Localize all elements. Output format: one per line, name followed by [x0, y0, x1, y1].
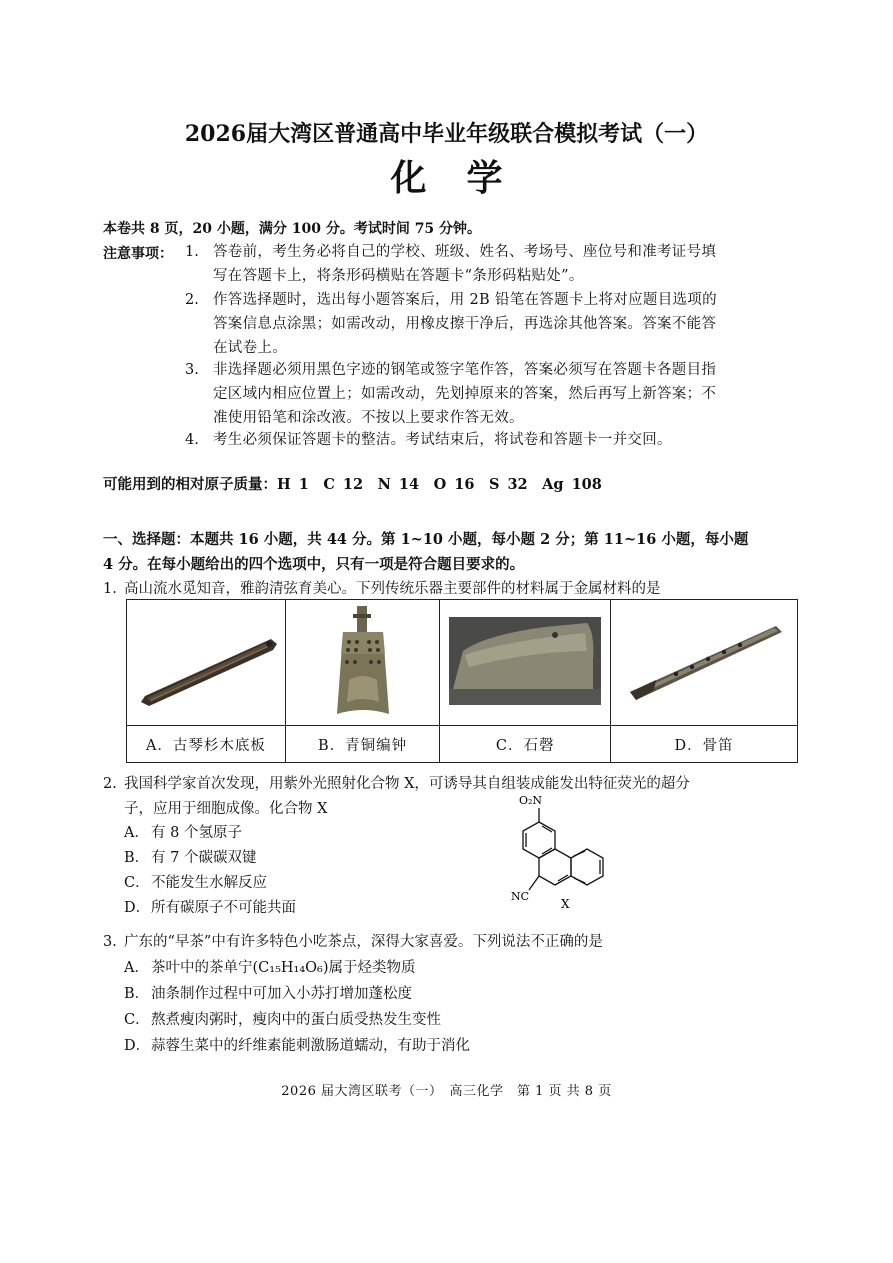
- notice-label: 注意事项：: [103, 246, 173, 262]
- question-text: 广东的“早茶”中有许多特色小吃茶点，深得大家喜爱。下列说法不正确的是: [124, 934, 603, 950]
- option-letter: C．: [124, 1012, 150, 1028]
- question-text: 高山流水觅知音，雅韵清弦育美心。下列传统乐器主要部件的材料属于金属材料的是: [124, 581, 661, 597]
- option-text: 蒜蓉生菜中的纤维素能刺激肠道蠕动，有助于消化: [151, 1038, 470, 1054]
- option-text: 有 7 个碳碳双键: [151, 850, 257, 866]
- option-text: 熬煮瘦肉粥时，瘦肉中的蛋白质受热发生变性: [151, 1012, 441, 1028]
- option-letter: C．: [124, 875, 150, 891]
- section-heading-line: 一、选择题：本题共 16 小题，共 44 分。第 1~10 小题，每小题 2 分；第 11~16 小题，每小题: [103, 531, 749, 548]
- option-text: 油条制作过程中可加入小苏打增加蓬松度: [151, 986, 412, 1002]
- notice-item-line: 考生必须保证答题卡的整洁。考试结束后，将试卷和答题卡一并交回。: [213, 432, 672, 448]
- question-1-option-b[interactable]: B．青铜编钟: [285, 726, 439, 763]
- subject-title: 化学: [390, 157, 543, 199]
- section-heading: [103, 527, 803, 577]
- page-footer: 2026 届大湾区联考（一） 高三化学 第 1 页 共 8 页: [281, 1084, 612, 1099]
- question-2-option-a[interactable]: [124, 822, 242, 844]
- question-1-option-d[interactable]: D．骨笛: [611, 726, 798, 763]
- notice-item-line: 非选择题必须用黑色字迹的钢笔或签字笔作答，答案必须写在答题卡各题目指: [213, 362, 717, 378]
- option-letter: D．: [124, 1038, 151, 1054]
- notice-item-2: [185, 288, 800, 360]
- stone-chime-picture: [445, 611, 605, 711]
- option-letter: A．: [124, 960, 149, 976]
- question-number: 3.: [103, 934, 117, 950]
- option-text: 不能发生水解反应: [151, 875, 267, 891]
- notice-item-number: 3.: [185, 362, 199, 378]
- notice-item-line: 定区域内相应位置上；如需改动，先划掉原来的答案，然后再写上新答案；不: [213, 386, 717, 402]
- exam-info: 本卷共 8 页，20 小题，满分 100 分。考试时间 75 分钟。: [103, 221, 482, 237]
- notice-item-line: 作答选择题时，选出每小题答案后，用 2B 铅笔在答题卡上将对应题目选项的: [213, 292, 717, 308]
- notice-item-line: 答案信息点涂黑；如需改动，用橡皮擦干净后，再选涂其他答案。答案不能答: [213, 316, 717, 332]
- notice-item-number: 2.: [185, 292, 199, 308]
- question-2-stem: [103, 772, 803, 822]
- question-3-option-a[interactable]: [124, 957, 416, 979]
- question-1-option-c[interactable]: C．石磬: [440, 726, 611, 763]
- notice-item-4: [185, 428, 800, 452]
- notice-item-line: 写在答题卡上，将条形码横贴在答题卡“条形码粘贴处”。: [213, 268, 584, 284]
- question-3-stem: [103, 930, 803, 955]
- guqin-picture: [131, 606, 281, 716]
- notice-item-line: 在试卷上。: [213, 340, 287, 356]
- option-text: 茶叶中的茶单宁(C₁₅H₁₄O₆)属于烃类物质: [151, 960, 416, 976]
- notice-item-number: 1.: [185, 244, 199, 260]
- question-number: 2.: [103, 776, 117, 792]
- bone-flute-image: [611, 600, 798, 726]
- question-1-option-a[interactable]: A．古琴杉木底板: [127, 726, 286, 763]
- notice-item-3: [185, 358, 800, 430]
- question-2-option-d[interactable]: [124, 897, 296, 919]
- notice-item-number: 4.: [185, 432, 199, 448]
- notice-item-line: 答卷前，考生务必将自己的学校、班级、姓名、考场号、座位号和准考证号填: [213, 244, 717, 260]
- compound-x-structure: [497, 790, 627, 915]
- question-number: 1.: [103, 581, 117, 597]
- notice-item-line: 准使用铅笔和涂改液。不按以上要求作答无效。: [213, 410, 524, 426]
- section-heading-line: 4 分。在每小题给出的四个选项中，只有一项是符合题目要求的。: [103, 556, 525, 573]
- bone-flute-picture: [616, 606, 792, 716]
- guqin-image: [127, 600, 286, 726]
- question-2-option-b[interactable]: [124, 847, 256, 869]
- exam-title: 2026届大湾区普通高中毕业年级联合模拟考试（一）: [184, 121, 709, 147]
- question-3-option-c[interactable]: [124, 1009, 441, 1031]
- stone-chime-image: [440, 600, 611, 726]
- question-1-option-table: [126, 599, 798, 763]
- atomic-masses: 可能用到的相对原子质量：H 1 C 12 N 14 O 16 S 32 Ag 108: [103, 476, 602, 493]
- bronze-bell-image: [285, 600, 439, 726]
- bronze-bell-picture: [303, 602, 423, 720]
- compound-label: X: [561, 897, 570, 911]
- notice-item-1: [185, 240, 800, 288]
- option-letter: A．: [124, 825, 149, 841]
- option-text: 有 8 个氢原子: [151, 825, 242, 841]
- question-3-option-b[interactable]: [124, 983, 412, 1005]
- question-text: 我国科学家首次发现，用紫外光照射化合物 X，可诱导其自组装成能发出特征荧光的超分: [124, 776, 690, 792]
- option-letter: D．: [124, 900, 151, 916]
- question-2-option-c[interactable]: [124, 872, 267, 894]
- option-letter: B．: [124, 986, 150, 1002]
- no2-group-label: O₂N: [519, 794, 543, 807]
- option-text: 所有碳原子不可能共面: [151, 900, 296, 916]
- option-letter: B．: [124, 850, 150, 866]
- question-text: 子，应用于细胞成像。化合物 X: [124, 801, 328, 817]
- nc-group-label: NC: [511, 890, 530, 903]
- question-3-option-d[interactable]: [124, 1035, 470, 1057]
